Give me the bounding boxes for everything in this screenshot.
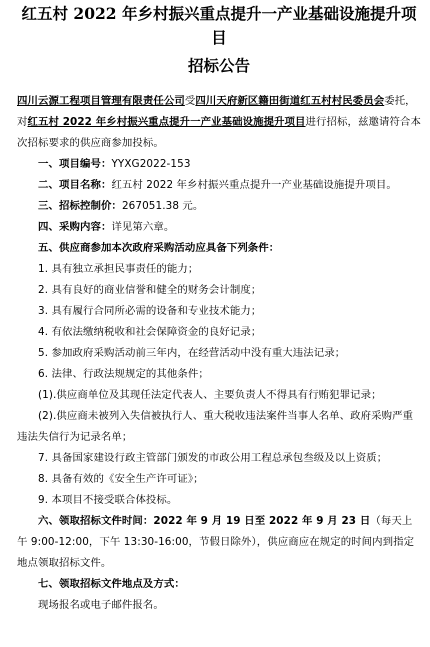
document-title — [17, 2, 421, 78]
announcement-document — [0, 2, 430, 647]
condition-item: 7. 具备国家建设行政主管部门颁发的市政公用工程总承包叁级及以上资质； — [38, 452, 388, 464]
principal-name: 四川天府新区籍田街道红五村村民委员会 — [195, 95, 385, 107]
control-price-value: 267051.38 元。 — [121, 200, 204, 212]
project-name-inline: 红五村 2022 年乡村振兴重点提升一产业基础设施提升项目 — [27, 116, 306, 128]
document-time-rest: （每天上午 9:00-12:00，下午 13:30-16:00，节假日除外），供应商应在规定的时间内到指定地点领取招标文件。 — [17, 515, 415, 569]
document-time-dates: 2022 年 9 月 19 日至 2022 年 9 月 23 日 — [153, 515, 371, 527]
intro-mid: 受 — [184, 95, 196, 107]
procurement-content-value: 详见第六章。 — [111, 221, 175, 233]
condition-item: 6. 法律、行政法规规定的其他条件； — [38, 368, 209, 380]
section-project-name — [17, 175, 421, 196]
section-procurement-content — [17, 217, 421, 238]
title-line-1: 红五村 2022 年乡村振兴重点提升一产业基础设施提升项目 — [21, 4, 417, 47]
intro-tail: 进行招标，兹邀请符合本次招标要求的供应商参加投标。 — [17, 116, 421, 149]
title-line-2: 招标公告 — [187, 56, 250, 75]
section-document-location-heading: 七、领取招标文件地点及方式： — [38, 578, 185, 590]
condition-item: 3. 具有履行合同所必需的设备和专业技术能力； — [38, 305, 262, 317]
project-name-value: 红五村 2022 年乡村振兴重点提升一产业基础设施提升项目。 — [111, 179, 397, 191]
intro-mid-2: 委托，对 — [17, 95, 416, 128]
intro-paragraph — [17, 91, 421, 154]
sub-condition-item: (1).供应商单位及其现任法定代表人、主要负责人不得具有行贿犯罪记录； — [38, 389, 382, 401]
project-number-value: YYXG2022-153 — [111, 158, 191, 170]
section-project-number — [17, 154, 421, 175]
condition-item: 8. 具备有效的《安全生产许可证》； — [38, 473, 204, 485]
control-price-label: 三、招标控制价： — [38, 200, 122, 212]
condition-item: 5. 参加政府采购活动前三年内，在经营活动中没有重大违法记录； — [38, 347, 346, 359]
condition-item: 2. 具有良好的商业信誉和健全的财务会计制度； — [38, 284, 262, 296]
project-number-label: 一、项目编号： — [38, 158, 112, 170]
section-document-time — [17, 511, 421, 574]
condition-item: 9. 本项目不接受联合体投标。 — [38, 494, 178, 506]
project-name-label: 二、项目名称： — [38, 179, 112, 191]
section-control-price — [17, 196, 421, 217]
procurement-content-label: 四、采购内容： — [38, 221, 112, 233]
agency-name: 四川云源工程项目管理有限责任公司 — [17, 95, 185, 107]
condition-item: 4. 有依法缴纳税收和社会保障资金的良好记录； — [38, 326, 262, 338]
condition-item: 1. 具有独立承担民事责任的能力； — [38, 263, 199, 275]
sub-condition-item: (2).供应商未被列入失信被执行人、重大税收违法案件当事人名单、政府采购严重违法失信行为记录名单； — [17, 410, 414, 443]
document-location-value: 现场报名或电子邮件报名。 — [38, 599, 164, 611]
document-time-label: 六、领取招标文件时间： — [38, 515, 154, 527]
section-requirements-heading: 五、供应商参加本次政府采购活动应具备下列条件： — [38, 242, 280, 254]
